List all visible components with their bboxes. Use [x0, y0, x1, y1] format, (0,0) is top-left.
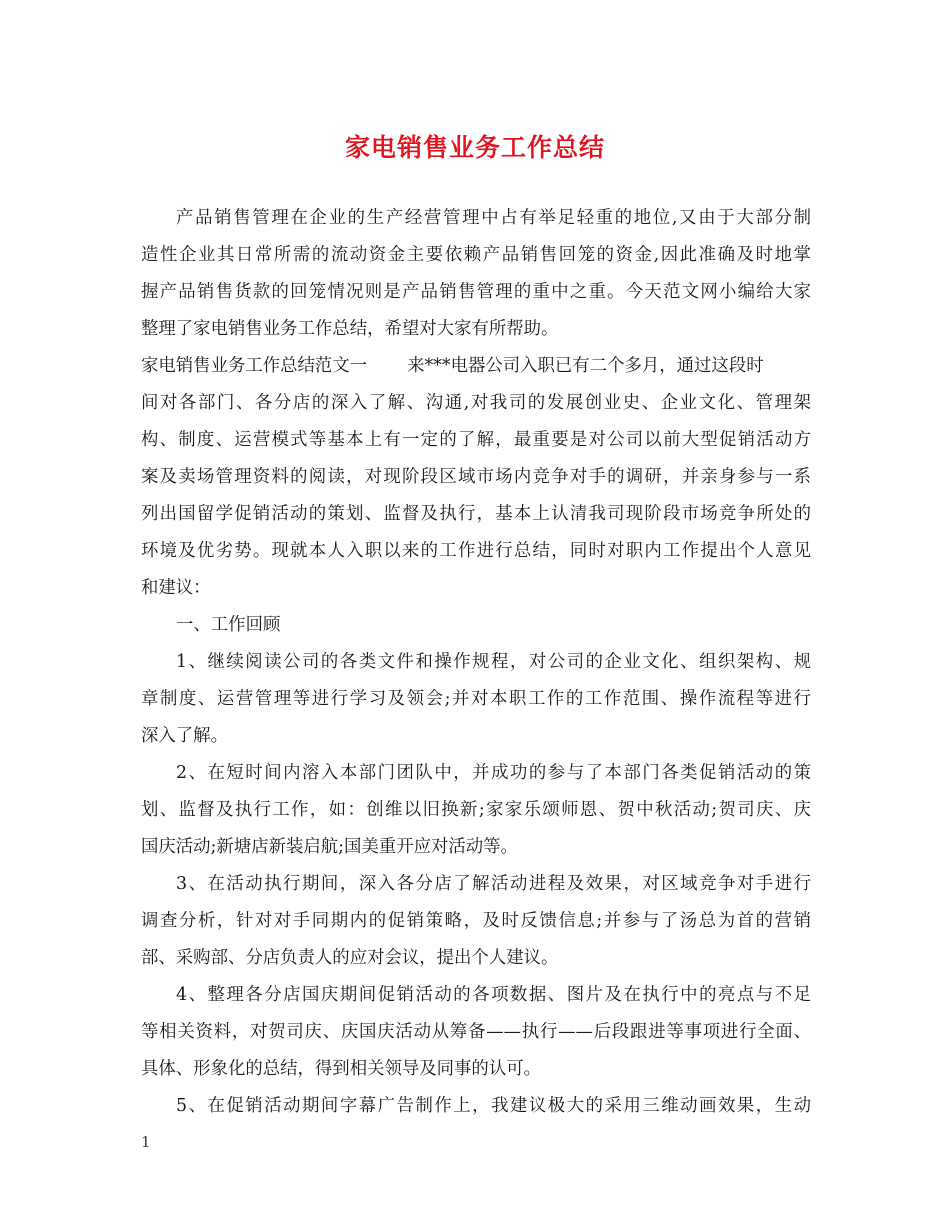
paragraph-line: 3、在活动执行期间，深入各分店了解活动进程及效果，对区域竞争对手进行	[176, 874, 811, 894]
section-heading: 一、工作回顾	[176, 615, 281, 635]
paragraph-text: 来***电器公司入职已有二个多月，通过这段时	[407, 356, 764, 376]
paragraph-line: 调查分析，针对对手同期内的促销策略，及时反馈信息;并参与了汤总为首的营销	[141, 911, 811, 931]
paragraph-line: 5、在促销活动期间字幕广告制作上，我建议极大的采用三维动画效果，生动	[176, 1096, 811, 1116]
page-number: 1	[141, 1133, 151, 1151]
paragraph-line: 国庆活动;新塘店新装启航;国美重开应对活动等。	[141, 837, 518, 857]
paragraph-line: 1、继续阅读公司的各类文件和操作规程，对公司的企业文化、组织架构、规	[176, 652, 811, 672]
paragraph-line: 列出国留学促销活动的策划、监督及执行，基本上认清我司现阶段市场竞争所处的	[141, 504, 811, 524]
paragraph-line: 划、监督及执行工作，如：创维以旧换新;家家乐颂师恩、贺中秋活动;贺司庆、庆	[141, 800, 811, 820]
paragraph-line: 构、制度、运营模式等基本上有一定的了解，最重要是对公司以前大型促销活动方	[141, 430, 811, 450]
paragraph-line: 产品销售管理在企业的生产经营管理中占有举足轻重的地位,又由于大部分制	[176, 208, 811, 228]
document-body	[141, 200, 811, 1125]
document-title: 家电销售业务工作总结	[344, 133, 605, 162]
paragraph-line: 握产品销售货款的回笼情况则是产品销售管理的重中之重。今天范文网小编给大家	[141, 282, 811, 302]
section-heading: 家电销售业务工作总结范文一	[141, 356, 368, 376]
paragraph-line: 4、整理各分店国庆期间促销活动的各项数据、图片及在执行中的亮点与不足	[176, 985, 811, 1005]
paragraph-line: 案及卖场管理资料的阅读，对现阶段区域市场内竞争对手的调研，并亲身参与一系	[141, 467, 811, 487]
paragraph-line: 间对各部门、各分店的深入了解、沟通,对我司的发展创业史、企业文化、管理架	[141, 393, 811, 413]
paragraph-line: 和建议：	[141, 578, 211, 598]
paragraph-line: 章制度、运营管理等进行学习及领会;并对本职工作的工作范围、操作流程等进行	[141, 689, 811, 709]
paragraph-line: 2、在短时间内溶入本部门团队中，并成功的参与了本部门各类促销活动的策	[176, 763, 811, 783]
paragraph-line	[141, 348, 811, 385]
paragraph-line: 整理了家电销售业务工作总结，希望对大家有所帮助。	[141, 319, 559, 339]
paragraph-line: 等相关资料，对贺司庆、庆国庆活动从筹备——执行——后段跟进等事项进行全面、	[141, 1022, 811, 1042]
paragraph-line: 造性企业其日常所需的流动资金主要依赖产品销售回笼的资金,因此准确及时地掌	[141, 245, 811, 265]
paragraph-line: 部、采购部、分店负责人的应对会议，提出个人建议。	[141, 948, 559, 968]
paragraph-line: 具体、形象化的总结，得到相关领导及同事的认可。	[141, 1059, 541, 1079]
paragraph-line: 环境及优劣势。现就本人入职以来的工作进行总结，同时对职内工作提出个人意见	[141, 541, 811, 561]
paragraph-line: 深入了解。	[141, 726, 228, 746]
